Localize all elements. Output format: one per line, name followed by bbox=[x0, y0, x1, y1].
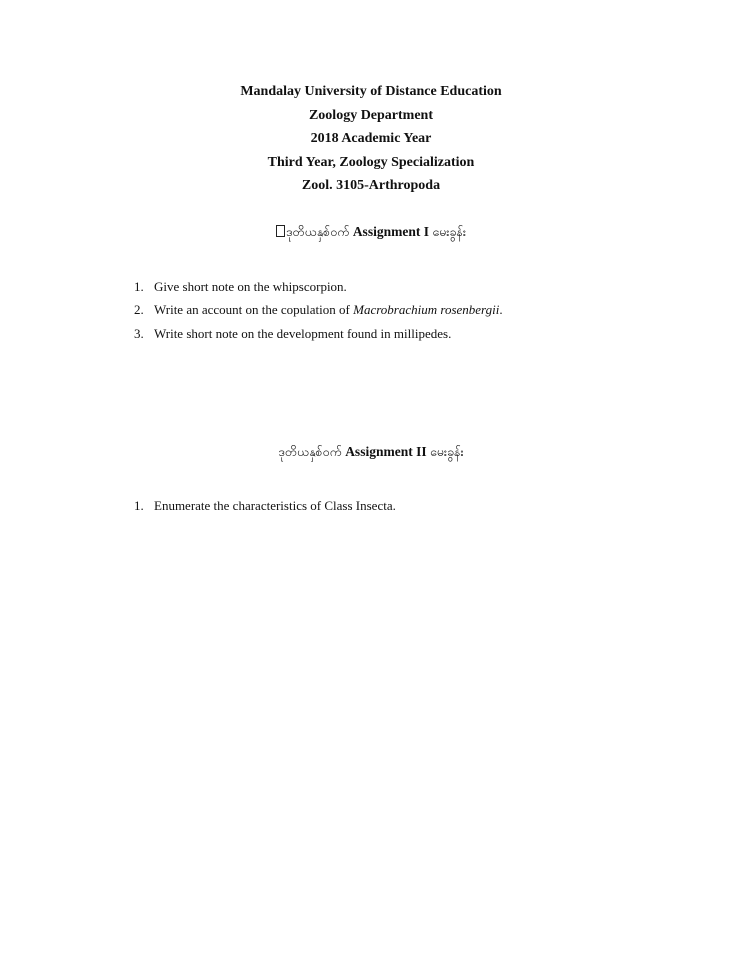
assignment-2-title: Assignment II bbox=[345, 444, 427, 459]
question-item bbox=[134, 322, 503, 345]
year-specialization: Third Year, Zoology Specialization bbox=[267, 154, 475, 170]
question-item bbox=[134, 494, 396, 517]
question-text: Give short note on the whipscorpion. bbox=[154, 279, 347, 294]
question-number: 1. bbox=[134, 498, 144, 513]
assignment-1-heading bbox=[0, 222, 742, 242]
document-header bbox=[0, 80, 742, 198]
assignment-1-prefix: ဒုတိယနှစ်ဝက် bbox=[285, 224, 350, 239]
assignment-1-suffix: မေးခွန်း bbox=[432, 224, 467, 239]
department-name: Zoology Department bbox=[308, 107, 434, 123]
course-title: Zool. 3105-Arthropoda bbox=[301, 178, 441, 194]
missing-glyph-box bbox=[276, 225, 285, 237]
assignment-1-questions bbox=[134, 275, 503, 345]
assignment-1-title: Assignment I bbox=[352, 224, 429, 239]
question-text: Write short note on the development found in millipedes. bbox=[154, 325, 452, 341]
question-item bbox=[134, 275, 503, 298]
question-text: Write an account on the copulation of bbox=[154, 302, 354, 318]
assignment-2-questions bbox=[134, 494, 396, 517]
question-number: 3. bbox=[134, 325, 144, 341]
question-number: 2. bbox=[134, 302, 144, 318]
question-text: Enumerate the characteristics of Class Insecta. bbox=[154, 498, 396, 513]
assignment-2-prefix: ဒုတိယနှစ်ဝက် bbox=[278, 444, 342, 459]
question-number: 1. bbox=[134, 279, 144, 294]
question-text-end: . bbox=[499, 302, 503, 318]
university-name: Mandalay University of Distance Education bbox=[240, 84, 502, 99]
assignment-2-suffix: မေးခွန်း bbox=[429, 444, 464, 459]
academic-year: 2018 Academic Year bbox=[310, 131, 432, 147]
species-name: Macrobrachium rosenbergii bbox=[353, 302, 500, 318]
assignment-2-heading bbox=[0, 442, 742, 462]
question-item bbox=[134, 298, 503, 321]
